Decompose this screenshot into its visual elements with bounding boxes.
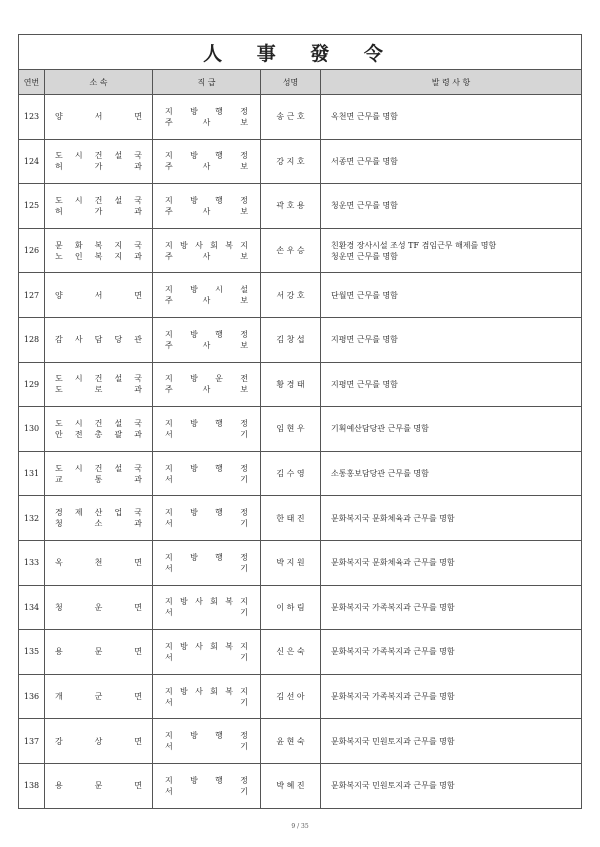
page-title: 人 事 發 令 bbox=[19, 35, 582, 70]
cell-dept bbox=[45, 362, 153, 407]
cell-line: 서 기 bbox=[165, 608, 248, 618]
cell-name: 윤 현 숙 bbox=[261, 719, 321, 764]
cell-line: 문화복지국 가족복지과 근무를 명함 bbox=[331, 692, 455, 702]
cell-line: 청운면 근무를 명함 bbox=[331, 251, 398, 261]
cell-line: 노 인 복 지 과 bbox=[55, 251, 142, 261]
cell-line: 서 기 bbox=[165, 697, 248, 707]
cell-line: 지 방 사 회 복 지 bbox=[165, 240, 248, 250]
header-name: 성명 bbox=[261, 70, 321, 95]
table-row bbox=[19, 362, 582, 407]
cell-note bbox=[321, 630, 582, 675]
cell-line: 서 기 bbox=[165, 652, 248, 662]
cell-dept bbox=[45, 184, 153, 229]
cell-line: 문화복지국 민원토지과 근무를 명함 bbox=[331, 736, 455, 746]
header-dept: 소 속 bbox=[45, 70, 153, 95]
cell-no: 125 bbox=[19, 184, 45, 229]
cell-no: 126 bbox=[19, 228, 45, 273]
cell-line: 도 시 건 설 국 bbox=[55, 374, 142, 384]
cell-dept bbox=[45, 228, 153, 273]
cell-no: 138 bbox=[19, 763, 45, 808]
cell-note bbox=[321, 317, 582, 362]
cell-name: 송 근 호 bbox=[261, 95, 321, 140]
cell-line: 청 운 면 bbox=[55, 602, 142, 612]
cell-name: 손 우 승 bbox=[261, 228, 321, 273]
cell-line: 허 가 과 bbox=[55, 206, 142, 216]
cell-note bbox=[321, 585, 582, 630]
cell-no: 123 bbox=[19, 95, 45, 140]
cell-note bbox=[321, 184, 582, 229]
cell-dept bbox=[45, 317, 153, 362]
table-row bbox=[19, 674, 582, 719]
table-row bbox=[19, 451, 582, 496]
cell-name: 박 지 원 bbox=[261, 540, 321, 585]
cell-line: 지 방 사 회 복 지 bbox=[165, 686, 248, 696]
cell-line: 개 군 면 bbox=[55, 692, 142, 702]
cell-line: 양 서 면 bbox=[55, 290, 142, 300]
cell-line: 용 문 면 bbox=[55, 647, 142, 657]
cell-line: 지 방 행 정 bbox=[165, 418, 248, 428]
cell-no: 134 bbox=[19, 585, 45, 630]
cell-line: 주 사 보 bbox=[165, 385, 248, 395]
cell-note bbox=[321, 139, 582, 184]
cell-line: 문화복지국 가족복지과 근무를 명함 bbox=[331, 647, 455, 657]
cell-line: 문화복지국 민원토지과 근무를 명함 bbox=[331, 781, 455, 791]
cell-line: 지 방 행 정 bbox=[165, 151, 248, 161]
table-row bbox=[19, 273, 582, 318]
cell-line: 지평면 근무를 명함 bbox=[331, 379, 398, 389]
cell-line: 주 사 보 bbox=[165, 340, 248, 350]
cell-line: 청 소 과 bbox=[55, 519, 142, 529]
header-note: 발 령 사 항 bbox=[321, 70, 582, 95]
table-header-row bbox=[19, 70, 582, 95]
cell-line: 옥천면 근무를 명함 bbox=[331, 112, 398, 122]
table-row bbox=[19, 630, 582, 675]
cell-rank bbox=[153, 139, 261, 184]
cell-rank bbox=[153, 763, 261, 808]
cell-line: 청운면 근무를 명함 bbox=[331, 201, 398, 211]
cell-line: 기획예산담당관 근무를 명함 bbox=[331, 424, 429, 434]
header-no: 연번 bbox=[19, 70, 45, 95]
cell-rank bbox=[153, 674, 261, 719]
cell-line: 서 기 bbox=[165, 563, 248, 573]
cell-line: 문화복지국 문화체육과 근무를 명함 bbox=[331, 513, 455, 523]
cell-name: 박 혜 진 bbox=[261, 763, 321, 808]
cell-rank bbox=[153, 451, 261, 496]
cell-line: 소통홍보담당관 근무를 명함 bbox=[331, 469, 429, 479]
cell-line: 문화복지국 문화체육과 근무를 명함 bbox=[331, 558, 455, 568]
cell-dept bbox=[45, 540, 153, 585]
cell-line: 교 통 과 bbox=[55, 474, 142, 484]
table-row bbox=[19, 228, 582, 273]
cell-dept bbox=[45, 451, 153, 496]
cell-line: 지평면 근무를 명함 bbox=[331, 335, 398, 345]
cell-rank bbox=[153, 540, 261, 585]
cell-name: 강 지 호 bbox=[261, 139, 321, 184]
cell-dept bbox=[45, 674, 153, 719]
cell-line: 양 서 면 bbox=[55, 112, 142, 122]
cell-no: 128 bbox=[19, 317, 45, 362]
cell-line: 단월면 근무를 명함 bbox=[331, 290, 398, 300]
cell-no: 133 bbox=[19, 540, 45, 585]
cell-line: 주 사 보 bbox=[165, 162, 248, 172]
cell-rank bbox=[153, 630, 261, 675]
cell-line: 도 로 과 bbox=[55, 385, 142, 395]
cell-line: 지 방 사 회 복 지 bbox=[165, 597, 248, 607]
cell-line: 지 방 행 정 bbox=[165, 106, 248, 116]
cell-dept bbox=[45, 95, 153, 140]
cell-rank bbox=[153, 273, 261, 318]
cell-line: 지 방 행 정 bbox=[165, 329, 248, 339]
cell-dept bbox=[45, 719, 153, 764]
cell-name: 곽 호 용 bbox=[261, 184, 321, 229]
cell-dept bbox=[45, 763, 153, 808]
cell-line: 지 방 행 정 bbox=[165, 731, 248, 741]
cell-rank bbox=[153, 184, 261, 229]
cell-no: 127 bbox=[19, 273, 45, 318]
cell-line: 강 상 면 bbox=[55, 736, 142, 746]
header-rank: 직 급 bbox=[153, 70, 261, 95]
cell-rank bbox=[153, 585, 261, 630]
cell-dept bbox=[45, 496, 153, 541]
cell-note bbox=[321, 719, 582, 764]
table-row bbox=[19, 496, 582, 541]
cell-note bbox=[321, 763, 582, 808]
cell-line: 주 사 보 bbox=[165, 117, 248, 127]
cell-name: 한 태 진 bbox=[261, 496, 321, 541]
cell-note bbox=[321, 674, 582, 719]
cell-name: 임 현 우 bbox=[261, 407, 321, 452]
cell-name: 황 경 태 bbox=[261, 362, 321, 407]
cell-dept bbox=[45, 407, 153, 452]
cell-no: 131 bbox=[19, 451, 45, 496]
table-body bbox=[19, 95, 582, 809]
cell-name: 김 선 아 bbox=[261, 674, 321, 719]
cell-line: 허 가 과 bbox=[55, 162, 142, 172]
cell-no: 136 bbox=[19, 674, 45, 719]
cell-line: 도 시 건 설 국 bbox=[55, 463, 142, 473]
cell-line: 지 방 행 정 bbox=[165, 552, 248, 562]
cell-line: 서 기 bbox=[165, 474, 248, 484]
cell-note bbox=[321, 228, 582, 273]
cell-line: 문 화 복 지 국 bbox=[55, 240, 142, 250]
cell-dept bbox=[45, 585, 153, 630]
cell-line: 서 기 bbox=[165, 786, 248, 796]
cell-no: 124 bbox=[19, 139, 45, 184]
cell-line: 주 사 보 bbox=[165, 251, 248, 261]
cell-line: 지 방 운 전 bbox=[165, 374, 248, 384]
cell-line: 서 기 bbox=[165, 742, 248, 752]
cell-note bbox=[321, 451, 582, 496]
cell-note bbox=[321, 95, 582, 140]
cell-line: 지 방 사 회 복 지 bbox=[165, 641, 248, 651]
cell-rank bbox=[153, 407, 261, 452]
cell-rank bbox=[153, 362, 261, 407]
table-row bbox=[19, 317, 582, 362]
cell-name: 김 수 영 bbox=[261, 451, 321, 496]
cell-note bbox=[321, 273, 582, 318]
cell-line: 지 방 행 정 bbox=[165, 775, 248, 785]
cell-dept bbox=[45, 139, 153, 184]
cell-no: 135 bbox=[19, 630, 45, 675]
cell-line: 지 방 행 정 bbox=[165, 463, 248, 473]
cell-name: 김 창 섭 bbox=[261, 317, 321, 362]
cell-rank bbox=[153, 317, 261, 362]
cell-rank bbox=[153, 496, 261, 541]
cell-dept bbox=[45, 630, 153, 675]
cell-line: 옥 천 면 bbox=[55, 558, 142, 568]
table-row bbox=[19, 139, 582, 184]
cell-line: 서종면 근무를 명함 bbox=[331, 156, 398, 166]
cell-no: 129 bbox=[19, 362, 45, 407]
cell-line: 지 방 행 정 bbox=[165, 195, 248, 205]
cell-line: 서 기 bbox=[165, 519, 248, 529]
cell-note bbox=[321, 540, 582, 585]
cell-name: 이 하 림 bbox=[261, 585, 321, 630]
table-row bbox=[19, 763, 582, 808]
table-row bbox=[19, 184, 582, 229]
cell-line: 도 시 건 설 국 bbox=[55, 151, 142, 161]
cell-rank bbox=[153, 95, 261, 140]
cell-dept bbox=[45, 273, 153, 318]
cell-no: 130 bbox=[19, 407, 45, 452]
cell-line: 도 시 건 설 국 bbox=[55, 195, 142, 205]
cell-line: 문화복지국 가족복지과 근무를 명함 bbox=[331, 602, 455, 612]
cell-line: 감 사 담 당 관 bbox=[55, 335, 142, 345]
cell-line: 안 전 총 괄 과 bbox=[55, 429, 142, 439]
cell-line: 용 문 면 bbox=[55, 781, 142, 791]
cell-note bbox=[321, 407, 582, 452]
cell-line: 지 방 행 정 bbox=[165, 508, 248, 518]
table-row bbox=[19, 540, 582, 585]
table-row bbox=[19, 95, 582, 140]
table-row bbox=[19, 585, 582, 630]
cell-line: 주 사 보 bbox=[165, 296, 248, 306]
cell-line: 지 방 시 설 bbox=[165, 285, 248, 295]
table-row bbox=[19, 407, 582, 452]
cell-line: 주 사 보 bbox=[165, 206, 248, 216]
cell-no: 137 bbox=[19, 719, 45, 764]
cell-name: 서 강 호 bbox=[261, 273, 321, 318]
cell-name: 신 은 숙 bbox=[261, 630, 321, 675]
table-row bbox=[19, 719, 582, 764]
cell-line: 도 시 건 설 국 bbox=[55, 418, 142, 428]
cell-line: 친환경 장사시설 조성 TF 겸임근무 해제를 명함 bbox=[331, 240, 497, 250]
cell-rank bbox=[153, 228, 261, 273]
page-number: 9 / 35 bbox=[291, 823, 309, 830]
cell-no: 132 bbox=[19, 496, 45, 541]
cell-note bbox=[321, 362, 582, 407]
personnel-order-table bbox=[18, 34, 582, 809]
cell-line: 서 기 bbox=[165, 429, 248, 439]
cell-note bbox=[321, 496, 582, 541]
cell-line: 경 제 산 업 국 bbox=[55, 508, 142, 518]
cell-rank bbox=[153, 719, 261, 764]
